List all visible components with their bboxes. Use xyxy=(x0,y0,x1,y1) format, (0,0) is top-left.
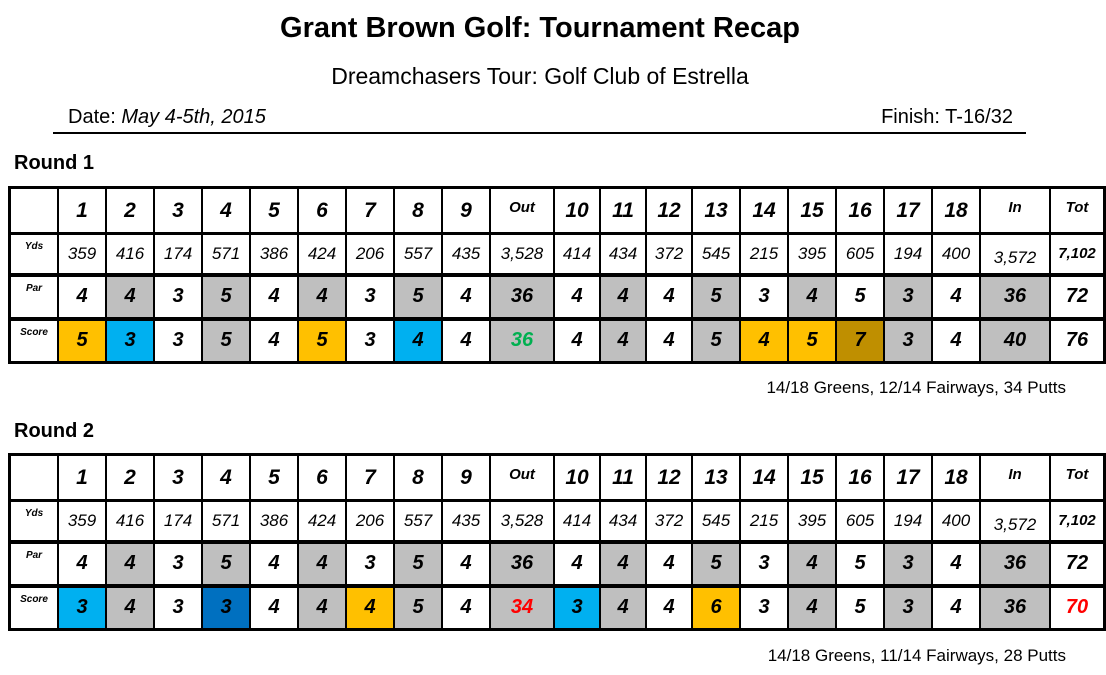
hole-header: 18 xyxy=(932,455,980,501)
score-cell: 4 xyxy=(442,319,490,363)
yards-cell: 372 xyxy=(646,234,692,275)
hole-number-row xyxy=(10,188,1105,234)
hole-number-row xyxy=(10,455,1105,501)
yards-cell: 3,528 xyxy=(490,234,554,275)
yards-cell: 424 xyxy=(298,501,346,542)
par-cell: 4 xyxy=(106,275,154,319)
yards-cell: 605 xyxy=(836,501,884,542)
corner-cell xyxy=(10,188,59,234)
round-2-scorecard xyxy=(8,453,1106,631)
hole-header: 14 xyxy=(740,188,788,234)
yards-cell: 206 xyxy=(346,234,394,275)
score-cell: 6 xyxy=(692,586,740,630)
par-cell: 5 xyxy=(836,275,884,319)
hole-header: 5 xyxy=(250,188,298,234)
score-cell: 4 xyxy=(298,586,346,630)
score-cell: 36 xyxy=(490,319,554,363)
score-cell: 4 xyxy=(932,586,980,630)
par-cell: 5 xyxy=(692,542,740,586)
hole-header: 2 xyxy=(106,455,154,501)
hole-header: 17 xyxy=(884,455,932,501)
score-cell: 4 xyxy=(442,586,490,630)
hole-header: Tot xyxy=(1050,188,1105,234)
score-cell: 3 xyxy=(884,586,932,630)
hole-header: 6 xyxy=(298,188,346,234)
score-cell: 5 xyxy=(58,319,106,363)
par-cell: 3 xyxy=(346,542,394,586)
round-1-scorecard xyxy=(8,186,1106,364)
par-cell: 3 xyxy=(884,542,932,586)
hole-header: 9 xyxy=(442,188,490,234)
yards-cell: 434 xyxy=(600,234,646,275)
par-cell: 4 xyxy=(646,275,692,319)
hole-header: 14 xyxy=(740,455,788,501)
par-cell: 4 xyxy=(298,275,346,319)
yards-cell: 414 xyxy=(554,501,600,542)
yards-cell: 386 xyxy=(250,501,298,542)
score-cell: 3 xyxy=(740,586,788,630)
score-cell: 4 xyxy=(788,586,836,630)
yards-cell: 416 xyxy=(106,234,154,275)
yards-row xyxy=(10,501,1105,542)
score-cell: 5 xyxy=(788,319,836,363)
yards-cell: 545 xyxy=(692,501,740,542)
par-cell: 5 xyxy=(202,275,250,319)
par-cell: 4 xyxy=(58,542,106,586)
score-cell: 3 xyxy=(106,319,154,363)
score-cell: 5 xyxy=(692,319,740,363)
yards-cell: 545 xyxy=(692,234,740,275)
yards-cell: 435 xyxy=(442,234,490,275)
score-cell: 5 xyxy=(298,319,346,363)
par-cell: 3 xyxy=(154,275,202,319)
yards-cell: 557 xyxy=(394,501,442,542)
hole-header: 16 xyxy=(836,188,884,234)
hole-header: 7 xyxy=(346,188,394,234)
hole-header: 7 xyxy=(346,455,394,501)
yards-cell: 372 xyxy=(646,501,692,542)
score-cell: 3 xyxy=(154,586,202,630)
yards-cell: 557 xyxy=(394,234,442,275)
score-cell: 3 xyxy=(154,319,202,363)
yards-cell: 395 xyxy=(788,501,836,542)
hole-header: 4 xyxy=(202,455,250,501)
yards-cell: 416 xyxy=(106,501,154,542)
hole-header: 6 xyxy=(298,455,346,501)
hole-header: 3 xyxy=(154,188,202,234)
par-cell: 4 xyxy=(600,275,646,319)
par-cell: 4 xyxy=(442,275,490,319)
hole-header: 8 xyxy=(394,455,442,501)
par-cell: 3 xyxy=(346,275,394,319)
score-cell: 4 xyxy=(600,319,646,363)
round-2-stats: 14/18 Greens, 11/14 Fairways, 28 Putts xyxy=(767,646,1066,665)
yards-cell: 434 xyxy=(600,501,646,542)
par-row xyxy=(10,542,1105,586)
par-cell: 36 xyxy=(490,542,554,586)
hole-header: 10 xyxy=(554,188,600,234)
yards-cell: 571 xyxy=(202,234,250,275)
date-value: May 4-5th, 2015 xyxy=(121,106,266,128)
yards-cell: 414 xyxy=(554,234,600,275)
par-cell: 4 xyxy=(646,542,692,586)
yards-cell: 3,528 xyxy=(490,501,554,542)
par-cell: 5 xyxy=(202,542,250,586)
par-cell: 36 xyxy=(980,542,1050,586)
page-title: Grant Brown Golf: Tournament Recap xyxy=(280,12,800,44)
yards-cell: 7,102 xyxy=(1050,501,1105,542)
yards-cell: 7,102 xyxy=(1050,234,1105,275)
hole-header: Tot xyxy=(1050,455,1105,501)
round-2-label: Round 2 xyxy=(14,420,94,442)
yards-row xyxy=(10,234,1105,275)
yards-cell: 359 xyxy=(58,501,106,542)
score-cell: 4 xyxy=(554,319,600,363)
score-cell: 36 xyxy=(980,586,1050,630)
yards-cell: 206 xyxy=(346,501,394,542)
par-cell: 5 xyxy=(394,275,442,319)
tour-subtitle: Dreamchasers Tour: Golf Club of Estrella xyxy=(331,63,749,89)
hole-header: 13 xyxy=(692,455,740,501)
hole-header: 10 xyxy=(554,455,600,501)
yards-label: Yds xyxy=(10,234,59,275)
score-cell: 4 xyxy=(740,319,788,363)
par-cell: 3 xyxy=(740,275,788,319)
par-cell: 4 xyxy=(554,275,600,319)
hole-header: 18 xyxy=(932,188,980,234)
yards-cell: 194 xyxy=(884,501,932,542)
par-cell: 3 xyxy=(154,542,202,586)
hole-header: 15 xyxy=(788,188,836,234)
par-cell: 4 xyxy=(600,542,646,586)
par-cell: 36 xyxy=(490,275,554,319)
score-cell: 3 xyxy=(58,586,106,630)
par-cell: 4 xyxy=(58,275,106,319)
par-row xyxy=(10,275,1105,319)
yards-cell: 3,572 xyxy=(980,501,1050,542)
hole-header: 3 xyxy=(154,455,202,501)
score-cell: 4 xyxy=(346,586,394,630)
hole-header: 8 xyxy=(394,188,442,234)
par-cell: 4 xyxy=(788,542,836,586)
yards-cell: 571 xyxy=(202,501,250,542)
hole-header: 5 xyxy=(250,455,298,501)
hole-header: 15 xyxy=(788,455,836,501)
hole-header: Out xyxy=(490,188,554,234)
date-finish-line xyxy=(53,104,1026,134)
par-cell: 3 xyxy=(884,275,932,319)
yards-cell: 400 xyxy=(932,234,980,275)
yards-cell: 386 xyxy=(250,234,298,275)
hole-header: 16 xyxy=(836,455,884,501)
score-cell: 5 xyxy=(836,586,884,630)
score-cell: 4 xyxy=(394,319,442,363)
par-cell: 4 xyxy=(442,542,490,586)
hole-header: 12 xyxy=(646,188,692,234)
par-cell: 4 xyxy=(554,542,600,586)
hole-header: In xyxy=(980,188,1050,234)
yards-cell: 215 xyxy=(740,234,788,275)
par-cell: 5 xyxy=(692,275,740,319)
score-cell: 70 xyxy=(1050,586,1105,630)
tournament-date xyxy=(68,106,266,129)
score-label: Score xyxy=(10,586,59,630)
score-cell: 5 xyxy=(202,319,250,363)
score-cell: 40 xyxy=(980,319,1050,363)
score-cell: 7 xyxy=(836,319,884,363)
score-cell: 3 xyxy=(346,319,394,363)
par-cell: 5 xyxy=(836,542,884,586)
score-cell: 4 xyxy=(646,319,692,363)
score-cell: 4 xyxy=(106,586,154,630)
score-cell: 4 xyxy=(600,586,646,630)
par-label: Par xyxy=(10,275,59,319)
yards-cell: 174 xyxy=(154,501,202,542)
score-cell: 4 xyxy=(250,319,298,363)
hole-header: Out xyxy=(490,455,554,501)
score-cell: 76 xyxy=(1050,319,1105,363)
hole-header: 9 xyxy=(442,455,490,501)
hole-header: 12 xyxy=(646,455,692,501)
date-label: Date: xyxy=(68,106,116,128)
par-cell: 4 xyxy=(788,275,836,319)
hole-header: 17 xyxy=(884,188,932,234)
hole-header: 11 xyxy=(600,455,646,501)
par-cell: 4 xyxy=(106,542,154,586)
score-cell: 3 xyxy=(554,586,600,630)
par-cell: 36 xyxy=(980,275,1050,319)
score-row xyxy=(10,586,1105,630)
yards-label: Yds xyxy=(10,501,59,542)
yards-cell: 359 xyxy=(58,234,106,275)
finish-position: Finish: T-16/32 xyxy=(881,106,1013,128)
yards-cell: 215 xyxy=(740,501,788,542)
score-cell: 4 xyxy=(932,319,980,363)
hole-header: 11 xyxy=(600,188,646,234)
yards-cell: 3,572 xyxy=(980,234,1050,275)
par-cell: 72 xyxy=(1050,275,1105,319)
score-label: Score xyxy=(10,319,59,363)
hole-header: 4 xyxy=(202,188,250,234)
par-cell: 4 xyxy=(932,542,980,586)
hole-header: 1 xyxy=(58,188,106,234)
par-cell: 4 xyxy=(250,275,298,319)
corner-cell xyxy=(10,455,59,501)
par-cell: 4 xyxy=(932,275,980,319)
par-cell: 4 xyxy=(298,542,346,586)
score-cell: 34 xyxy=(490,586,554,630)
round-1-stats: 14/18 Greens, 12/14 Fairways, 34 Putts xyxy=(766,378,1066,397)
score-cell: 4 xyxy=(250,586,298,630)
yards-cell: 435 xyxy=(442,501,490,542)
hole-header: 1 xyxy=(58,455,106,501)
hole-header: 13 xyxy=(692,188,740,234)
yards-cell: 174 xyxy=(154,234,202,275)
hole-header: In xyxy=(980,455,1050,501)
yards-cell: 194 xyxy=(884,234,932,275)
score-row xyxy=(10,319,1105,363)
par-cell: 4 xyxy=(250,542,298,586)
par-label: Par xyxy=(10,542,59,586)
yards-cell: 424 xyxy=(298,234,346,275)
score-cell: 3 xyxy=(202,586,250,630)
score-cell: 4 xyxy=(646,586,692,630)
par-cell: 3 xyxy=(740,542,788,586)
round-1-label: Round 1 xyxy=(14,152,94,174)
yards-cell: 395 xyxy=(788,234,836,275)
score-cell: 3 xyxy=(884,319,932,363)
score-cell: 5 xyxy=(394,586,442,630)
par-cell: 5 xyxy=(394,542,442,586)
yards-cell: 605 xyxy=(836,234,884,275)
hole-header: 2 xyxy=(106,188,154,234)
yards-cell: 400 xyxy=(932,501,980,542)
par-cell: 72 xyxy=(1050,542,1105,586)
